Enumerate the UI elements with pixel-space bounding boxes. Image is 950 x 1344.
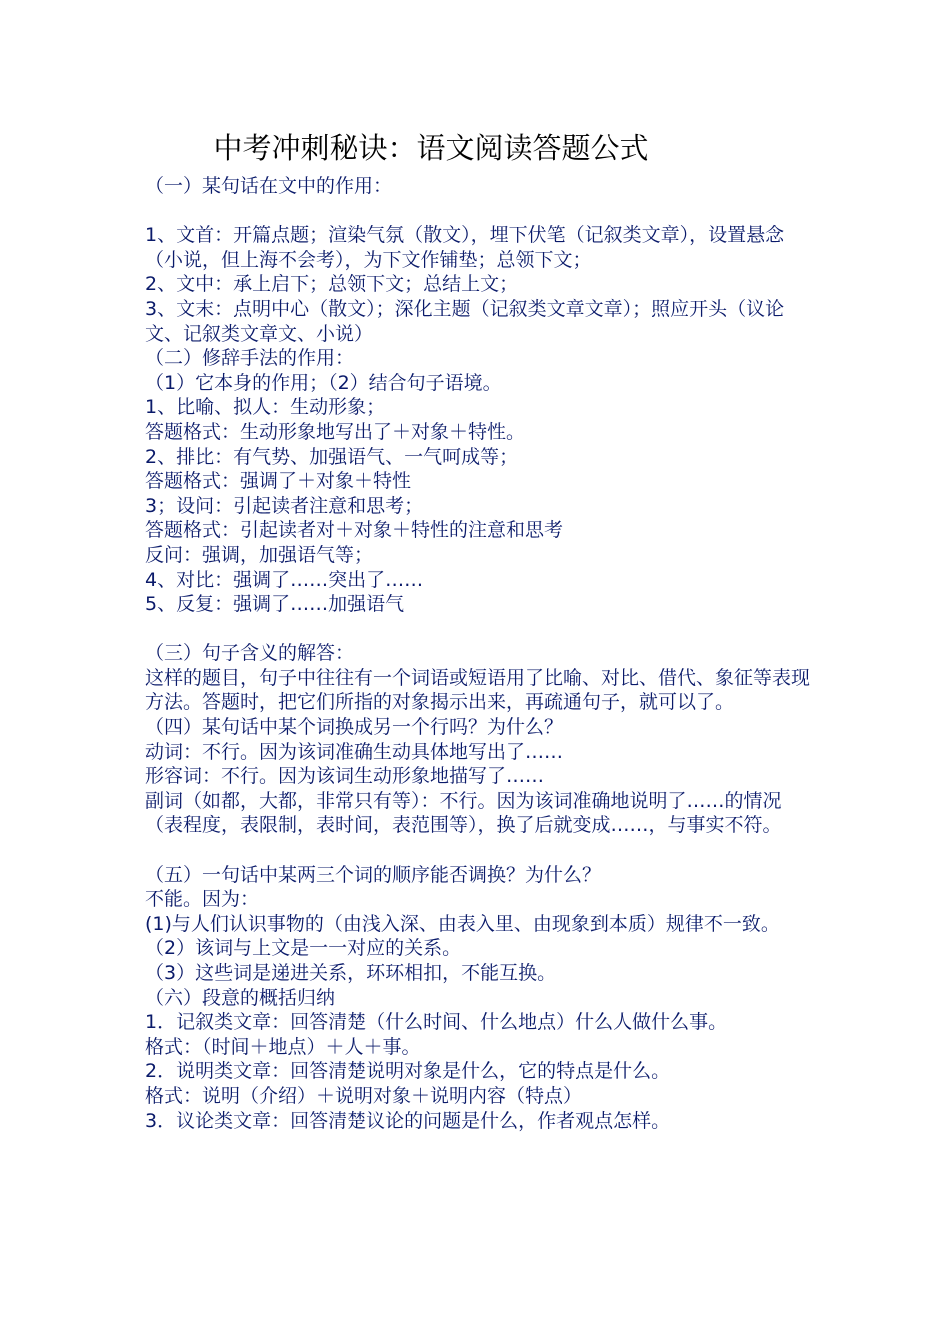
document-title: 中考冲刺秘诀：语文阅读答题公式 bbox=[213, 131, 649, 165]
section-heading: （四）某句话中某个词换成另一个行吗？为什么？ bbox=[145, 716, 564, 739]
text-line: 2、排比：有气势、加强语气、一气呵成等； bbox=[145, 445, 519, 468]
section-heading: （六）段意的概括归纳 bbox=[145, 986, 336, 1009]
text-line: 答题格式：强调了＋对象＋特性 bbox=[145, 470, 412, 493]
text-line: 不能。因为： bbox=[145, 888, 260, 911]
text-line: 格式：说明（介绍）＋说明对象＋说明内容（特点） bbox=[145, 1084, 583, 1107]
text-line: 答题格式：生动形象地写出了＋对象＋特性。 bbox=[145, 420, 526, 443]
text-line: 3、文末：点明中心（散文）；深化主题（记叙类文章文章）；照应开头（议论文、记叙类文章文、小说） bbox=[145, 297, 785, 345]
text-line: （2）该词与上文是一一对应的关系。 bbox=[145, 937, 462, 960]
section-heading: （二）修辞手法的作用： bbox=[145, 347, 355, 370]
text-line: 1、比喻、拟人：生动形象； bbox=[145, 396, 386, 419]
text-line: 1．记叙类文章：回答清楚（什么时间、什么地点）什么人做什么事。 bbox=[145, 1011, 728, 1034]
section-heading: （三）句子含义的解答： bbox=[145, 642, 355, 665]
text-line: （一）某句话在文中的作用： bbox=[145, 175, 393, 197]
text-line: （1）它本身的作用；（2）结合句子语境。 bbox=[145, 371, 502, 394]
text-line: 2、文中：承上启下；总领下文；总结上文； bbox=[145, 273, 519, 296]
text-line: 3．议论类文章：回答清楚议论的问题是什么，作者观点怎样。 bbox=[145, 1109, 671, 1132]
text-line: 4、对比：强调了……突出了…… bbox=[145, 568, 424, 591]
text-line: (1)与人们认识事物的（由浅入深、由表入里、由现象到本质）规律不一致。 bbox=[145, 912, 780, 935]
text-line: 这样的题目，句子中往往有一个词语或短语用了比喻、对比、借代、象征等表现方法。答题时，把它们所指的对象揭示出来，再疏通句子，就可以了。 bbox=[145, 666, 811, 714]
section-heading: （五）一句话中某两三个词的顺序能否调换？为什么？ bbox=[145, 863, 602, 886]
text-line: 答题格式：引起读者对＋对象＋特性的注意和思考 bbox=[145, 519, 564, 542]
text-line: 动词：不行。因为该词准确生动具体地写出了…… bbox=[145, 740, 564, 763]
text-line: 3；设问：引起读者注意和思考； bbox=[145, 494, 424, 517]
text-line: 2．说明类文章：回答清楚说明对象是什么，它的特点是什么。 bbox=[145, 1060, 671, 1083]
text-line: 1、文首：开篇点题；渲染气氛（散文），埋下伏笔（记叙类文章），设置悬念（小说，但上海不会考），为下文作铺垫；总领下文； bbox=[145, 224, 785, 271]
text-line: 形容词：不行。因为该词生动形象地描写了…… bbox=[145, 765, 545, 788]
document-body bbox=[145, 174, 813, 1133]
text-line: 5、反复：强调了……加强语气 bbox=[145, 593, 405, 616]
blank-line bbox=[145, 617, 813, 642]
text-line: 格式：（时间＋地点）＋人＋事。 bbox=[145, 1035, 421, 1058]
blank-line bbox=[145, 199, 813, 224]
text-line: 反问：强调，加强语气等； bbox=[145, 543, 374, 566]
text-line: 副词（如都，大都，非常只有等）：不行。因为该词准确地说明了……的情况（表程度，表限制，表时间，表范围等），换了后就变成……，与事实不符。 bbox=[145, 789, 782, 837]
blank-line bbox=[145, 838, 813, 863]
text-line: （3）这些词是递进关系，环环相扣，不能互换。 bbox=[145, 962, 557, 984]
